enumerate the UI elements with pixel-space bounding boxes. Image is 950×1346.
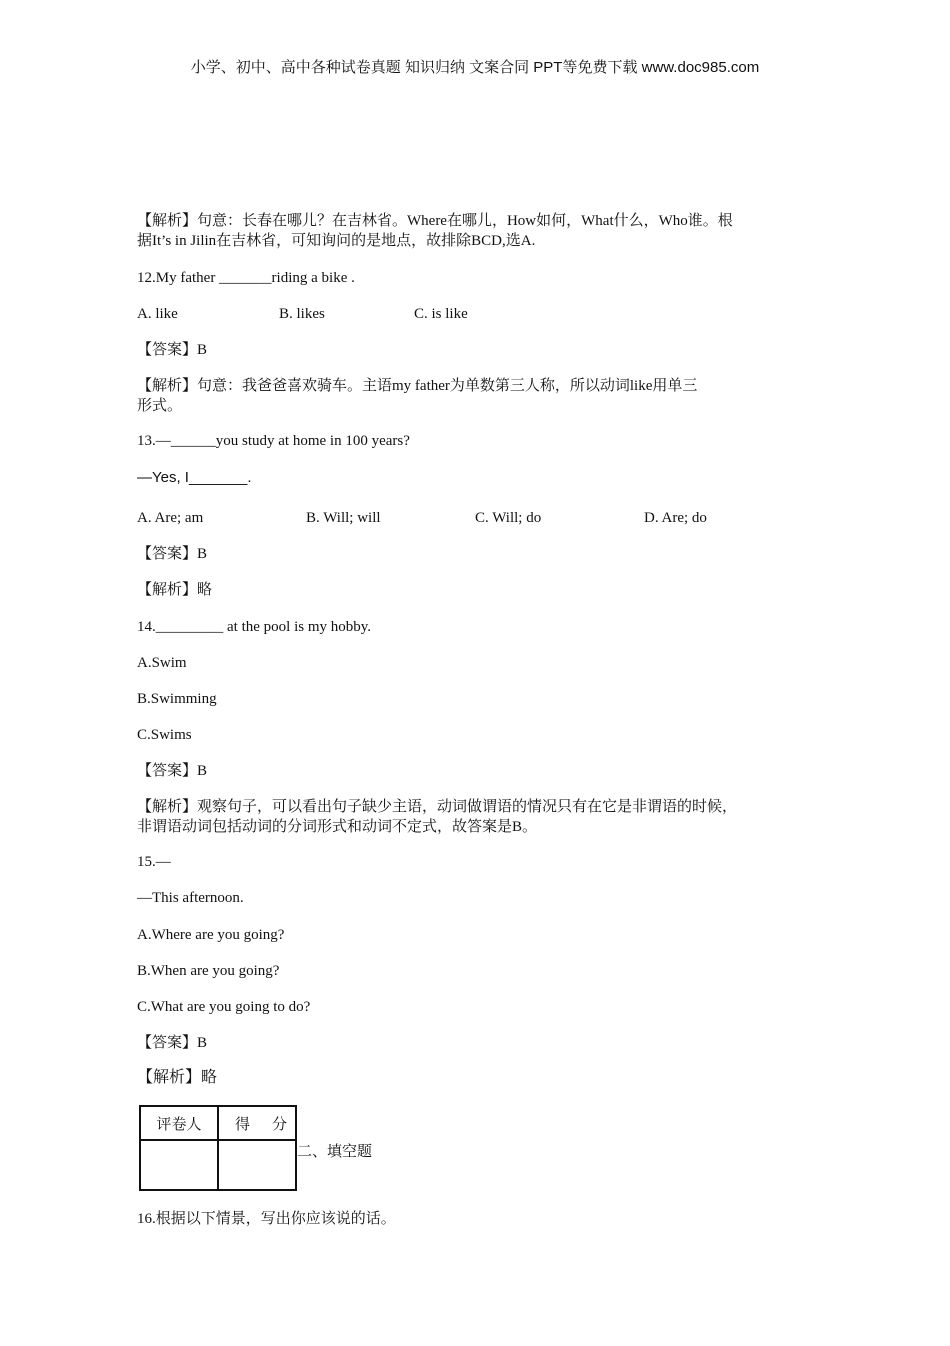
q15-stem: 15.—: [137, 854, 171, 870]
score-header: [218, 1106, 296, 1140]
grader-cell: [140, 1140, 218, 1190]
page-header: 小学、初中、高中各种试卷真题 知识归纳 文案合同 PPT等免费下载 www.doc985.com: [190, 59, 760, 76]
q12-analysis-line1: 【解析】句意：我爸爸喜欢骑车。主语my father为单数第三人称，所以动词like用单三: [137, 378, 698, 394]
q13-option-a: A. Are; am: [137, 510, 204, 526]
q12-option-c: C. is like: [414, 306, 468, 322]
q12-option-a: A. like: [137, 306, 178, 322]
q13-option-b: B. Will; will: [306, 510, 381, 526]
score-cell: [218, 1140, 296, 1190]
section-title: 二、填空题: [297, 1142, 373, 1160]
q12-analysis-line2: 形式。: [137, 398, 183, 414]
q16-stem: 16.根据以下情景，写出你应该说的话。: [137, 1211, 396, 1227]
q15-analysis: 【解析】略: [137, 1069, 218, 1086]
q13-option-c: C. Will; do: [475, 510, 542, 526]
q13-stem: 13.—______you study at home in 100 years?: [137, 433, 410, 449]
score-header-left: 得: [235, 1114, 251, 1133]
q15-option-b: B.When are you going?: [137, 963, 280, 979]
q14-option-c: C.Swims: [137, 727, 192, 743]
score-table: [139, 1105, 297, 1191]
grader-header: 评卷人: [140, 1106, 218, 1140]
score-header-right: 分: [271, 1114, 287, 1133]
q14-option-a: A.Swim: [137, 655, 187, 671]
q13-analysis: 【解析】略: [137, 582, 213, 598]
q14-analysis-line1: 【解析】观察句子，可以看出句子缺少主语，动词做谓语的情况只有在它是非谓语的时候，: [137, 799, 738, 815]
q12-stem: 12.My father _______riding a bike .: [137, 270, 355, 286]
q15-answer: 【答案】B: [137, 1035, 208, 1051]
q14-option-b: B.Swimming: [137, 691, 217, 707]
q13-answer: 【答案】B: [137, 546, 208, 562]
q11-analysis-line2: 据It’s in Jilin在吉林省，可知询问的是地点，故排除BCD,选A.: [137, 233, 536, 249]
q14-analysis-line2: 非谓语动词包括动词的分词形式和动词不定式，故答案是B。: [137, 819, 538, 835]
q15-option-c: C.What are you going to do?: [137, 999, 311, 1015]
q15-option-a: A.Where are you going?: [137, 927, 285, 943]
q15-reply: —This afternoon.: [137, 890, 244, 906]
q13-reply: —Yes, I_______.: [137, 469, 252, 486]
q14-answer: 【答案】B: [137, 763, 208, 779]
q12-answer: 【答案】B: [137, 342, 208, 358]
q12-option-b: B. likes: [279, 306, 325, 322]
q13-option-d: D. Are; do: [644, 510, 707, 526]
q14-stem: 14._________ at the pool is my hobby.: [137, 619, 372, 635]
q11-analysis-line1: 【解析】句意：长春在哪儿？在吉林省。Where在哪儿，How如何，What什么，Who谁。根: [137, 213, 733, 229]
